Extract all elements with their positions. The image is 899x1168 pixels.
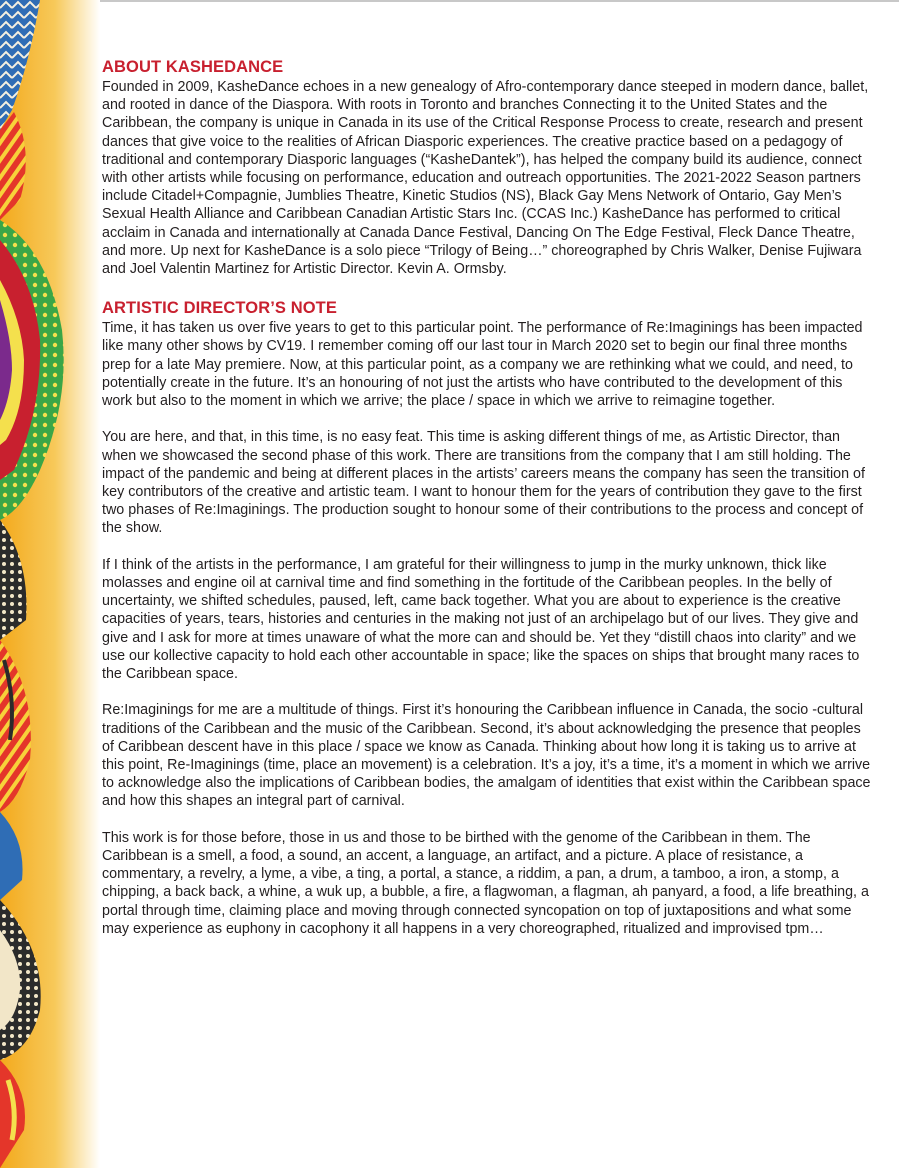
note-paragraph-1: Time, it has taken us over five years to get to this particular point. The performance of Re:Imaginings has been impacted like many other shows by CV19. I remember coming off our last tour in March 2020 set to begin our final three months prep for a late May premiere. Now, at this particular point, as a company we are rethinking what we could, and need, to potentially create in the future. It’s an honouring of not just the artists who have contributed to the development of this work but also to the moment in which we arrive; the place / space in which we arrive to reimagine together. <box>102 320 863 410</box>
about-paragraph: Founded in 2009, KasheDance echoes in a new genealogy of Afro-contemporary dance steeped in modern dance, ballet, and rooted in dance of the Diaspora. With roots in Toronto and branches Connecting it to the United States and the Caribbean, the company is unique in Canada in its use of the Critical Response Process to create, research and present dances that give voice to the realities of African Diasporic experiences. The creative practice based on a pedagogy of traditional and contemporary Diasporic languages (“KasheDantek”), has helped the company build its audience, connect with other artists while focusing on performance, education and outreach opportunities. The 2021-2022 Season partners include Citadel+Compagnie, Jumblies Theatre, Kinetic Studios (NS), Black Gay Mens Network of Ontario, Gay Men’s Sexual Health Alliance and Caribbean Canadian Artistic Stars Inc. (CCAS Inc.) KasheDance has performed to critical acclaim in Canada and internationally at Canada Dance Festival, Dancing On The Edge Festival, Fleck Dance Theatre, and more. Up next for KasheDance is a solo piece “Trilogy of Being…” choreographed by Chris Walker, Denise Fujiwara and Joel Valentin Martinez for Artistic Director. Kevin A. Ormsby. <box>102 79 869 278</box>
artistic-note-heading: ARTISTIC DIRECTOR’S NOTE <box>102 299 337 318</box>
note-paragraph-5: This work is for those before, those in us and those to be birthed with the genome of the Caribbean in them. The Caribbean is a smell, a food, a sound, an accent, a language, an artifact, and a picture. A place of resistance, a commentary, a revelry, a lyme, a vibe, a ting, a portal, a stance, a riddim, a pan, a drum, a tamboo, a iron, a stomp, a chipping, a back back, a whine, a wuk up, a bubble, a fire, a flagwoman, a flagman, ah panyard, a food, a life breathing, a portal through time, claiming place and moving through connected syncopation on top of juxtapositions and what some may experience as euphony in cacophony it all happens in a very choreographed, ritualized and improvised tpm… <box>102 829 869 937</box>
note-paragraph-2: You are here, and that, in this time, is no easy feat. This time is asking different things of me, as Artistic Director, than when we showcased the second phase of this work. There are transitions from the company that I am still holding. The impact of the pandemic and being at different places in the artists’ careers means the company has seen the transition of key contributors of the creative and artistic team. I want to honour them for the years of contribution they gave to the first two phases of Re:Imaginings. The production sought to honour some of their contributions to the process and concept of the show. <box>102 429 865 537</box>
top-border <box>0 0 899 2</box>
about-heading: ABOUT KASHEDANCE <box>102 58 284 76</box>
note-paragraph-4: Re:Imaginings for me are a multitude of things. First it’s honouring the Caribbean influence in Canada, the socio -cultural traditions of the Caribbean and the music of the Caribbean. Second, it’s about acknowledging the presence that peoples of Caribbean descent have in this place / space we know as Canada. Thinking about how long it is taking us to arrive at this point, Re-Imaginings (time, place an movement) is a celebration. It’s a joy, it’s a time, it’s a moment in which we arrive to acknowledge also the implications of Caribbean bodies, the amalgam of identities that exist within the Caribbean space and how this shapes an integral part of carnival. <box>102 702 871 810</box>
document-body <box>102 56 872 938</box>
note-paragraph-3: If I think of the artists in the performance, I am grateful for their willingness to jump in the murky unknown, thick like molasses and engine oil at carnival time and find something in the fortitude of the Caribbean peoples. In the belly of uncertainty, we shifted schedules, paused, left, came back together. What you are about to experience is the creative capacities of years, tears, histories and centuries in the making not just of an archipelago but of our lives. They give and give and I ask for more at times unaware of what the more can and should be. Yet they “distill chaos into clarity” and we use our kollective capacity to hold each other accountable in space; like the spaces on ships that brought many races to the Caribbean space. <box>102 556 860 683</box>
afro-caribbean-pattern-art-icon <box>0 0 100 1168</box>
